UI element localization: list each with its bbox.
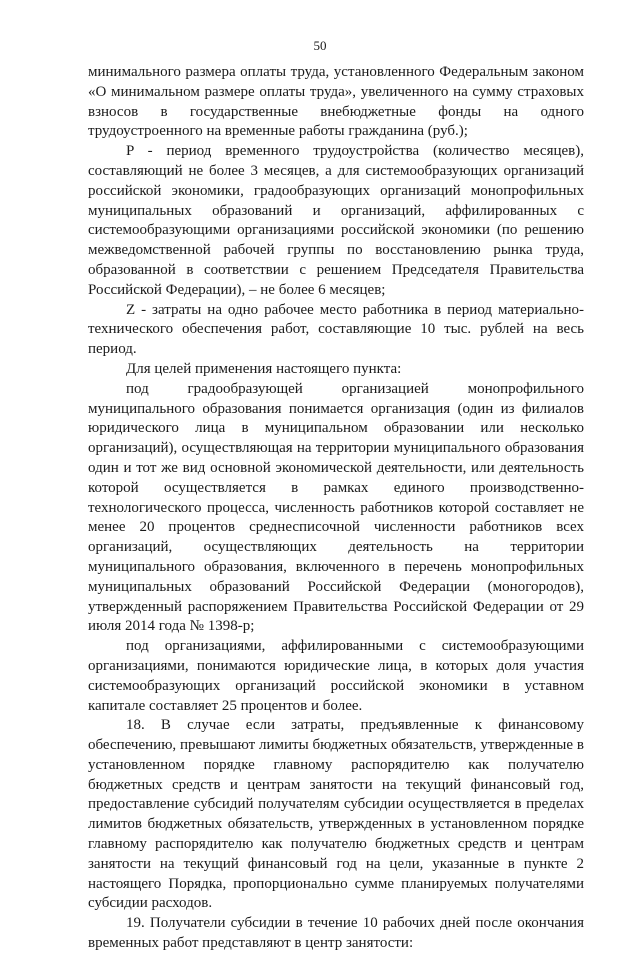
paragraph-3: Z - затраты на одно рабочее место работника в период материально-технического обеспечения работ, составляющие 10 тыс. рублей на весь период. — [88, 301, 584, 358]
paragraph-2: P - период временного трудоустройства (количество месяцев), составляющий не более 3 месяцев, а для системообразующих организаций российской экономики, градообразующих организаций монопрофильных муниципальных образований и организаций, аффилированных с системообразующими организациями российской экономики (по решению межведомственной рабочей группы по восстановлению рынка труда, образованной в соответствии с решением Председателя Правительства Российской Федерации), – не более 6 месяцев; — [88, 143, 584, 298]
page-number: 50 — [313, 38, 327, 53]
paragraph-8: 19. Получатели субсидии в течение 10 рабочих дней после окончания временных работ представляют в центр занятости: — [88, 915, 584, 952]
paragraph-5: под градообразующей организацией монопрофильного муниципального образования понимается организация (один из филиалов юридического лица в муниципальном образовании или несколько организаций), осуществляющая на территории муниципального образования один и тот же вид основной экономической деятельности, или деятельность которой осуществляется в рамках единого производственно-технологического процесса, численность работников которой составляет не менее 20 процентов среднесписочной численности работников всех организаций, осуществляющих деятельность на территории муниципального образования, включенного в перечень монопрофильных муниципальных образований Российской Федерации (моногородов), утвержденный распоряжением Правительства Российской Федерации от 29 июля 2014 года № 1398-р; — [88, 380, 584, 635]
paragraph-1: минимального размера оплаты труда, установленного Федеральным законом «О минимальном размере оплаты труда», увеличенного на сумму страховых взносов в государственные внебюджетные фонды на одного трудоустроенного на временные работы гражданина (руб.); — [88, 64, 584, 140]
paragraph-7: 18. В случае если затраты, предъявленные к финансовому обеспечению, превышают лимиты бюджетных обязательств, утвержденные в установленном порядке главному распорядителю как получателю бюджетных средств и центрам занятости на текущий финансовый год, предоставление субсидий получателям субсидии осуществляется в пределах лимитов бюджетных обязательств, утвержденных в установленном порядке главному распорядителю как получателю бюджетных средств и центрам занятости на текущий финансовый год на цели, указанные в пункте 2 настоящего Порядка, пропорционально сумме планируемых получателями субсидии расходов. — [88, 717, 584, 912]
paragraph-6: под организациями, аффилированными с системообразующими организациями, понимаются юридические лица, в которых доля участия системообразующих организаций российской экономики в уставном капитале составляет 25 процентов и более. — [88, 638, 584, 714]
paragraph-4: Для целей применения настоящего пункта: — [126, 360, 402, 377]
document-body — [88, 63, 584, 954]
